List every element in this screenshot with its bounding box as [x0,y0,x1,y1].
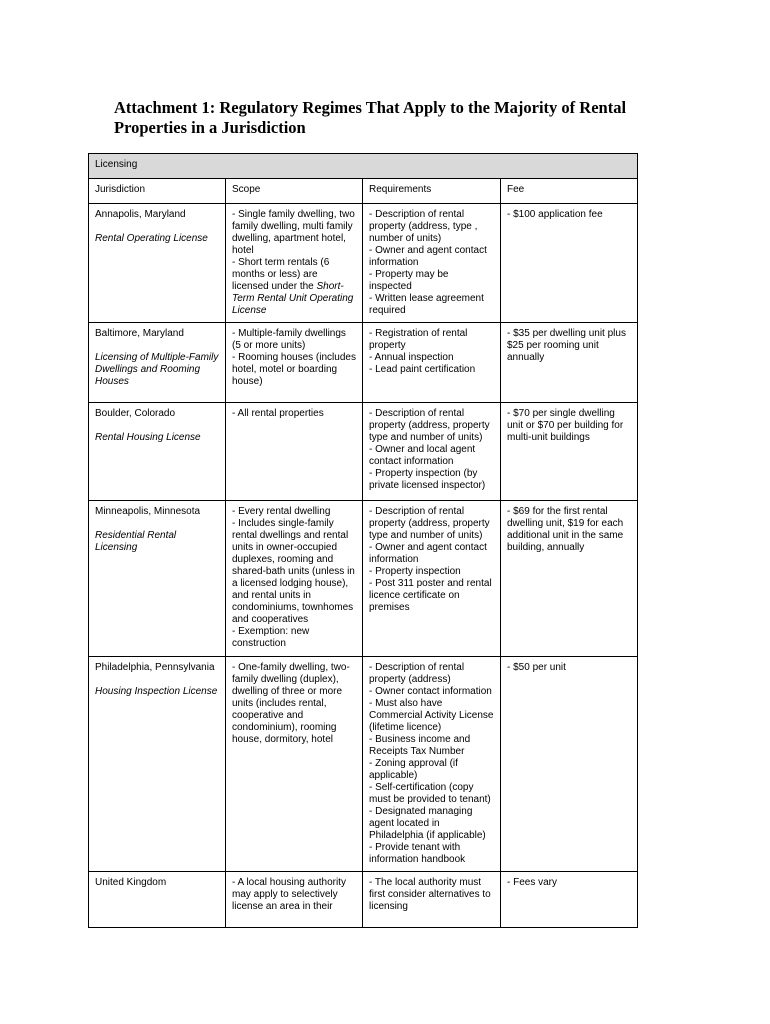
requirements-cell [363,872,501,928]
cell-line: - Description of rental property (address, property type and number of units) [369,408,490,443]
fee-cell [501,501,638,657]
requirements-cell [363,323,501,403]
cell-line: - Description of rental property (address) [369,662,465,685]
license-reference: Short-Term Rental Unit Operating License [232,281,354,316]
scope-cell [226,657,363,872]
cell-line: - Multiple-family dwellings (5 or more units) [232,328,346,351]
jurisdiction-name: Minneapolis, Minnesota [95,506,201,517]
cell-line: - Provide tenant with information handbook [369,842,466,865]
cell-line: - The local authority must first consider alternatives to licensing [369,877,491,912]
cell-line: - Single family dwelling, two family dwelling, multi family dwelling, apartment hotel, hotel [232,209,355,256]
cell-line: - Written lease agreement required [369,293,484,316]
section-header-row [89,154,638,179]
cell-line: - A local housing authority may apply to selectively license an area in their [232,877,346,912]
cell-line: - Short term rentals (6 months or less) are licensed under the Short-Term Rental Unit Operating License [232,257,354,316]
license-name: Residential Rental Licensing [95,530,177,553]
cell-line: - Owner and agent contact information [369,542,487,565]
table-row [89,657,638,872]
fee-cell [501,323,638,403]
cell-line: - One-family dwelling, two-family dwelling (duplex), dwelling of three or more units (includes rental, cooperative and condominium), rooming house, dormitory, hotel [232,662,350,745]
cell-line: - $35 per dwelling unit plus $25 per rooming unit annually [507,328,626,363]
scope-cell [226,872,363,928]
table-row [89,403,638,501]
jurisdiction-name: Boulder, Colorado [95,408,176,419]
cell-line: - Must also have Commercial Activity License (lifetime licence) [369,698,494,733]
jurisdiction-cell [89,501,226,657]
fee-cell [501,204,638,323]
jurisdiction-name: United Kingdom [95,877,167,888]
cell-line: - Property may be inspected [369,269,449,292]
fee-cell [501,657,638,872]
cell-line: - Rooming houses (includes hotel, motel or boarding house) [232,352,356,387]
license-name: Licensing of Multiple-Family Dwellings and Rooming Houses [95,352,219,387]
cell-line: - Owner and agent contact information [369,245,487,268]
cell-line: - Description of rental property (address, type , number of units) [369,209,478,244]
column-header-requirements: Requirements [363,179,501,204]
requirements-cell [363,501,501,657]
cell-line: - Property inspection (by private licensed inspector) [369,468,486,491]
scope-cell [226,403,363,501]
cell-line: - Owner contact information [369,686,492,697]
fee-cell [501,403,638,501]
cell-line: - Every rental dwelling [232,506,331,517]
licensing-table [88,153,638,928]
scope-cell [226,501,363,657]
cell-line: - Self-certification (copy must be provided to tenant) [369,782,491,805]
cell-line: - Post 311 poster and rental licence certificate on premises [369,578,492,613]
table-row [89,323,638,403]
cell-line: - Annual inspection [369,352,454,363]
jurisdiction-cell [89,872,226,928]
section-title: Licensing [89,154,638,179]
column-header-scope: Scope [226,179,363,204]
scope-cell [226,204,363,323]
table-row [89,501,638,657]
column-header-fee: Fee [501,179,638,204]
fee-cell [501,872,638,928]
jurisdiction-name: Annapolis, Maryland [95,209,186,220]
cell-line: - $100 application fee [507,209,603,220]
cell-line: - Business income and Receipts Tax Number [369,734,471,757]
license-name: Rental Housing License [95,432,201,443]
table-row [89,204,638,323]
cell-line: - $70 per single dwelling unit or $70 per building for multi-unit buildings [507,408,624,443]
cell-line: - Zoning approval (if applicable) [369,758,458,781]
cell-line: - Fees vary [507,877,558,888]
column-header-row [89,179,638,204]
cell-line: - $50 per unit [507,662,566,673]
cell-line: - Registration of rental property [369,328,468,351]
cell-line: - Property inspection [369,566,461,577]
license-name: Rental Operating License [95,233,208,244]
jurisdiction-cell [89,657,226,872]
jurisdiction-cell [89,204,226,323]
cell-line: - Lead paint certification [369,364,476,375]
cell-line: - Owner and local agent contact information [369,444,476,467]
cell-line: - Exemption: new construction [232,626,310,649]
requirements-cell [363,204,501,323]
cell-line: - Description of rental property (address, property type and number of units) [369,506,490,541]
cell-line: - All rental properties [232,408,324,419]
jurisdiction-cell [89,323,226,403]
column-header-jurisdiction: Jurisdiction [89,179,226,204]
table-row [89,872,638,928]
cell-line: - Includes single-family rental dwellings and rental units in owner-occupied duplexes, rooming and shared-bath units (unless in a licensed lodging house), and rental units in condominiums, townhomes and cooperatives [232,518,355,625]
cell-line: - $69 for the first rental dwelling unit, $19 for each additional unit in the same building, annually [507,506,624,553]
requirements-cell [363,657,501,872]
license-name: Housing Inspection License [95,686,218,697]
requirements-cell [363,403,501,501]
jurisdiction-name: Philadelphia, Pennsylvania [95,662,215,673]
jurisdiction-cell [89,403,226,501]
scope-cell [226,323,363,403]
cell-line: - Designated managing agent located in Philadelphia (if applicable) [369,806,486,841]
document-title: Attachment 1: Regulatory Regimes That Apply to the Majority of Rental Properties in a Jurisdiction [114,98,627,137]
jurisdiction-name: Baltimore, Maryland [95,328,184,339]
